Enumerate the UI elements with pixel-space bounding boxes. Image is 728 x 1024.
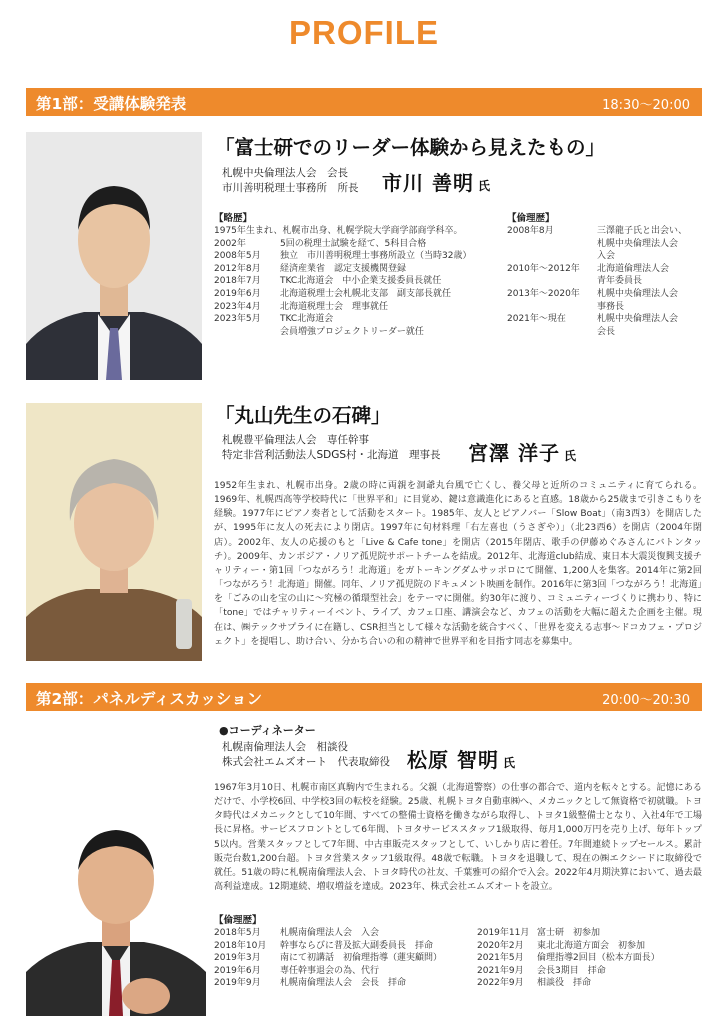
speaker3-rinri-heading: 【倫理歴】 — [214, 915, 262, 926]
speaker2-talk-title: 「丸山先生の石碑」 — [215, 404, 391, 427]
list-item: 2013年〜2020年 札幌中央倫理法人会 — [507, 288, 679, 299]
speaker3-name: 松原 智明 氏 — [407, 748, 515, 772]
speaker1-organization: 札幌中央倫理法人会 会長 市川善明税理士事務所 所長 — [222, 167, 359, 194]
list-item: 2010年〜2012年 北海道倫理法人会 — [507, 263, 670, 274]
list-item: 2018年10月 幹事ならびに普及拡大副委員長 拝命 — [214, 940, 434, 951]
section-time: 18:30〜20:00 — [602, 98, 690, 113]
list-item: 会長 — [597, 326, 616, 337]
list-item: 1975年生まれ、札幌市出身、札幌学院大学商学部商学科卒。 — [214, 226, 463, 236]
list-item: 2019年9月 札幌南倫理法人会 会長 拝命 — [214, 978, 407, 989]
section-label: 第1部：受講体験発表 — [36, 95, 187, 113]
list-item: 2012年8月 経済産業省 認定支援機関登録 — [214, 263, 407, 274]
speaker3-rinri-list-left — [214, 927, 442, 990]
speaker3-photo — [26, 784, 206, 1016]
list-item: 2018年7月 TKC北海道会 中小企業支援委員長就任 — [214, 276, 442, 287]
list-item: 2018年5月 札幌南倫理法人会 入会 — [214, 928, 380, 938]
list-item: 2021年9月 会長3期目 拝命 — [477, 965, 606, 976]
list-item: 札幌中央倫理法人会 — [597, 238, 679, 249]
list-item: 2019年6月 専任幹事退会の為、代行 — [214, 965, 380, 976]
list-item: 2008年8月 三澤龍子氏と出会い、 — [507, 226, 688, 236]
section-label: 第2部：パネルディスカッション — [36, 690, 263, 708]
list-item: 2019年11月 富士研 初参加 — [477, 928, 601, 938]
list-item: 会員増強プロジェクトリーダー就任 — [280, 326, 424, 337]
speaker3-rinri-list-right — [477, 927, 660, 990]
speaker1-talk-title: 「富士研でのリーダー体験から見えたもの」 — [215, 136, 606, 159]
list-item: 入会 — [597, 251, 616, 262]
speaker3-organization: 札幌南倫理法人会 相談役 株式会社エムズオート 代表取締役 — [222, 741, 390, 768]
list-item: 2008年5月 独立 市川善明税理士事務所設立（当時32歳） — [214, 251, 472, 262]
speaker1-rinri-heading: 【倫理歴】 — [507, 213, 555, 224]
list-item: 事務長 — [597, 301, 625, 312]
list-item: 2021年5月 倫理指導2回目（松本方面長） — [477, 953, 660, 964]
list-item: 2019年6月 北海道税理士会札幌北支部 副支部長就任 — [214, 288, 452, 299]
speaker1-name: 市川 善明 氏 — [382, 171, 490, 195]
section-bar-part2 — [26, 683, 702, 711]
list-item: 2023年4月 北海道税理士会 理事就任 — [214, 301, 389, 312]
speaker2-photo — [26, 403, 202, 661]
list-item: 2020年2月 東北北海道方面会 初参加 — [477, 940, 646, 951]
speaker1-career-list — [214, 225, 471, 338]
list-item: 青年委員長 — [597, 276, 643, 287]
speaker2-name: 宮澤 洋子 氏 — [468, 441, 576, 465]
list-item: 2002年 5回の税理士試験を経て、5科目合格 — [214, 238, 427, 249]
section-time: 20:00〜20:30 — [602, 693, 690, 708]
list-item: 2019年3月 南にて初講話 初倫理指導（蓮実顧問） — [214, 953, 443, 964]
list-item: 2023年5月 TKC北海道会 — [214, 314, 334, 325]
speaker1-career-heading: 【略歴】 — [214, 213, 253, 224]
speaker3-biography: 1967年3月10日、札幌市南区真駒内で生まれる。父親（北海道警察）の仕事の都合で、道内を転々とする。記憶にあるだけで、小学校6回、中学校3回の転校を経験。25歳、札幌トヨタ自動車㈱へ、メカニックとして無資格で初就職。トヨタ時代はメカニックとして10年間、すべての整備士資格を働きながら取得し、トヨタ1級整備士となり、入社4年で工場長に昇格。サービスフロントとして6年間、トヨタサービススタッフ1級取得、毎月1,000万円を売り上げ、毎年トップ5以内。営業スタッフとして7年間、中古車販売スタッフとして、いしかり店に着任。7年間連続トップセールス。累計販売台数1,200台超。トヨタ営業スタッフ1級取得。48歳で転職。トヨタを退職して、現在の㈱エクシードに取締役で就任。51歳の時に札幌南倫理法人会、トヨタ時代の社友、千葉雅可の紹介で入会。2022年4月期決算において、過去最高利益達成。12期連続、増収増益を達成。2023年、株式会社エムズオートを設立。 — [214, 783, 702, 893]
page-title: PROFILE — [288, 14, 439, 51]
list-item: 2022年9月 相談役 拝命 — [477, 978, 592, 989]
speaker2-organization: 札幌豊平倫理法人会 専任幹事 特定非営利活動法人SDGS村・北海道 理事長 — [222, 434, 441, 461]
list-item: 2021年〜現在 札幌中央倫理法人会 — [507, 314, 679, 325]
section-bar-part1 — [26, 88, 702, 116]
speaker1-rinri-list — [507, 225, 687, 338]
coordinator-role: ●コーディネーター — [219, 724, 316, 737]
speaker1-photo — [26, 132, 202, 380]
speaker2-biography: 1952年生まれ、札幌市出身。2歳の時に両親を洞爺丸台風で亡くし、養父母と近所のコミュニティに育てられる。1969年、札幌西高等学校時代に「世界平和」に目覚め、鍵は意識進化にあると直感。18歳から25歳まで引きこもりを経験。1977年にピアノ奏者として活動をスタート。1985年、友人とピアノバー「Slow Boat」（南3西3）を開店したが、1995年に友人の死去により閉店。1997年に旬材料理「右左喜也（うさぎや）」（北23西6）を開店（2004年閉店）。2002年、友人の応援のもと「Live & Cafe tone」を開店（2015年閉店、歌手の伊藤めぐみさんにバトンタッチ）。2009年、カンボジア・ノリア孤児院サポートチームを結成。2012年、北海道club結成、東日本大震災復興支援チャリティー・第1回「つながろう！北海道」をガトーキングダムサッポロにて開催、1,200人を集客。2014年に第2回「つながろう！北海道」開催。同年、ノリア孤児院のドキュメント映画を制作。2016年に第3回「つながろう！北海道」を「ごみの山を宝の山に〜究極の循環型社会」をテーマに開催。約30年に渡り、コミュニティーづくりに携わり、特に「tone」ではチャリティーイベント、ライブ、カフェ口座、講演会など、カフェの活動を大幅に超えた企画を主催。現在は、㈱テックサプライに在籍し、CSR担当として様々な活動を統合すべく、「世界を変える志事〜ドコカフェ・プロジェクト」を提唱し、助け合い、分かち合いの和の精神で世界平和を目指す同志を募集中。 — [214, 481, 702, 647]
